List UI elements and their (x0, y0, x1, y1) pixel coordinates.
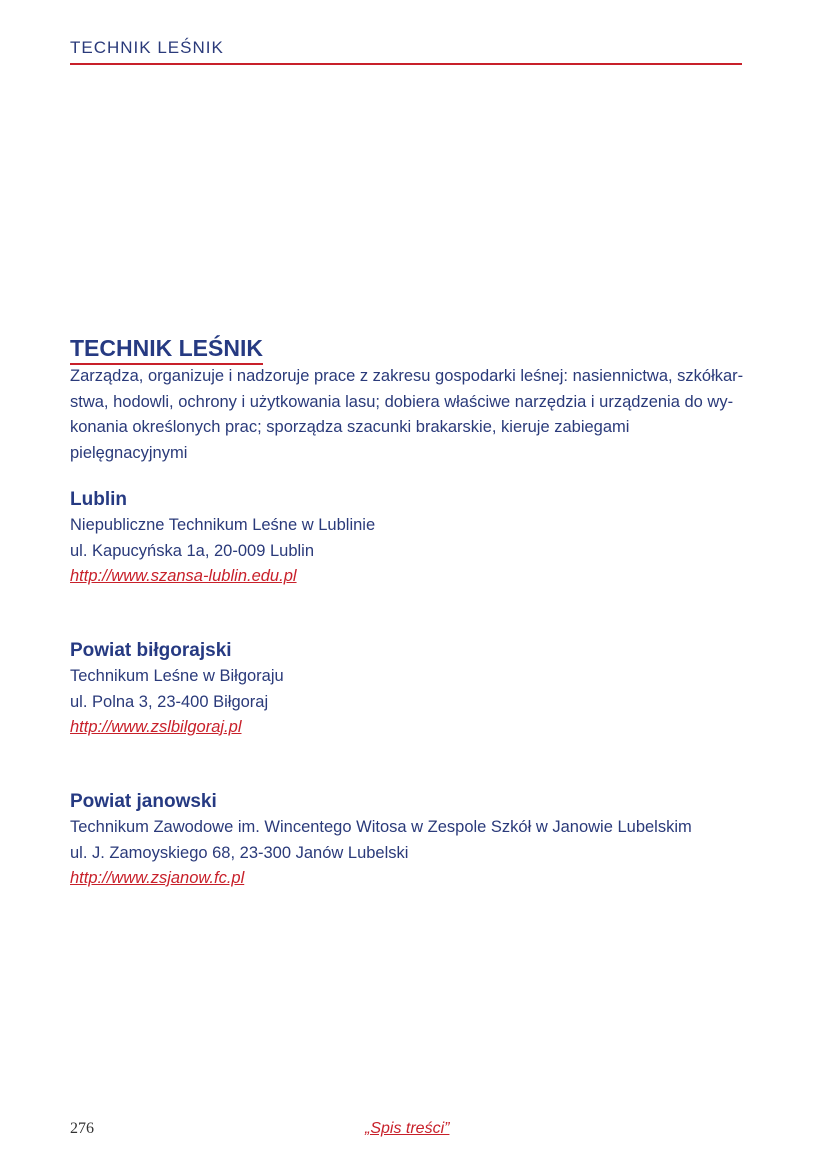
table-of-contents-link[interactable]: „Spis treści” (365, 1120, 450, 1137)
page-number: 276 (70, 1120, 94, 1137)
school-address: ul. Polna 3, 23-400 Biłgoraj (70, 692, 269, 711)
school-name: Technikum Leśne w Biłgoraju (70, 667, 284, 685)
school-name: Niepubliczne Technikum Leśne w Lublinie (70, 516, 376, 534)
running-header: TECHNIK LEŚNIK (70, 38, 224, 57)
description-line: Zarządza, organizuje i nadzoruje prace z zakresu gospodarki leśnej: nasiennictwa, szkółkar- (70, 367, 744, 385)
school-entry-lublin (70, 487, 750, 590)
section-title: TECHNIK LEŚNIK (70, 334, 263, 365)
school-entry-janow (70, 789, 750, 892)
school-address: ul. Kapucyńska 1a, 20-009 Lublin (70, 541, 315, 560)
school-region: Lublin (70, 489, 127, 510)
school-name: Technikum Zawodowe im. Wincentego Witosa w Zespole Szkół w Janowie Lubelskim (70, 818, 692, 836)
description-line: stwa, hodowli, ochrony i użytkowania lasu; dobiera właściwe narzędzia i urządzenia do wy- (70, 392, 734, 411)
school-entry-bilgoraj (70, 638, 750, 741)
school-address: ul. J. Zamoyskiego 68, 23-300 Janów Lubelski (70, 843, 409, 862)
school-website-link[interactable]: http://www.zsjanow.fc.pl (70, 869, 245, 887)
school-region: Powiat biłgorajski (70, 640, 232, 661)
school-website-link[interactable]: http://www.szansa-lublin.edu.pl (70, 567, 297, 585)
description-line: konania określonych prac; sporządza szacunki brakarskie, kieruje zabiegami pielęgnacyjnymi (70, 418, 630, 462)
school-website-link[interactable]: http://www.zslbilgoraj.pl (70, 718, 242, 736)
header-divider (70, 63, 742, 65)
section-description (70, 364, 745, 466)
school-region: Powiat janowski (70, 791, 217, 812)
